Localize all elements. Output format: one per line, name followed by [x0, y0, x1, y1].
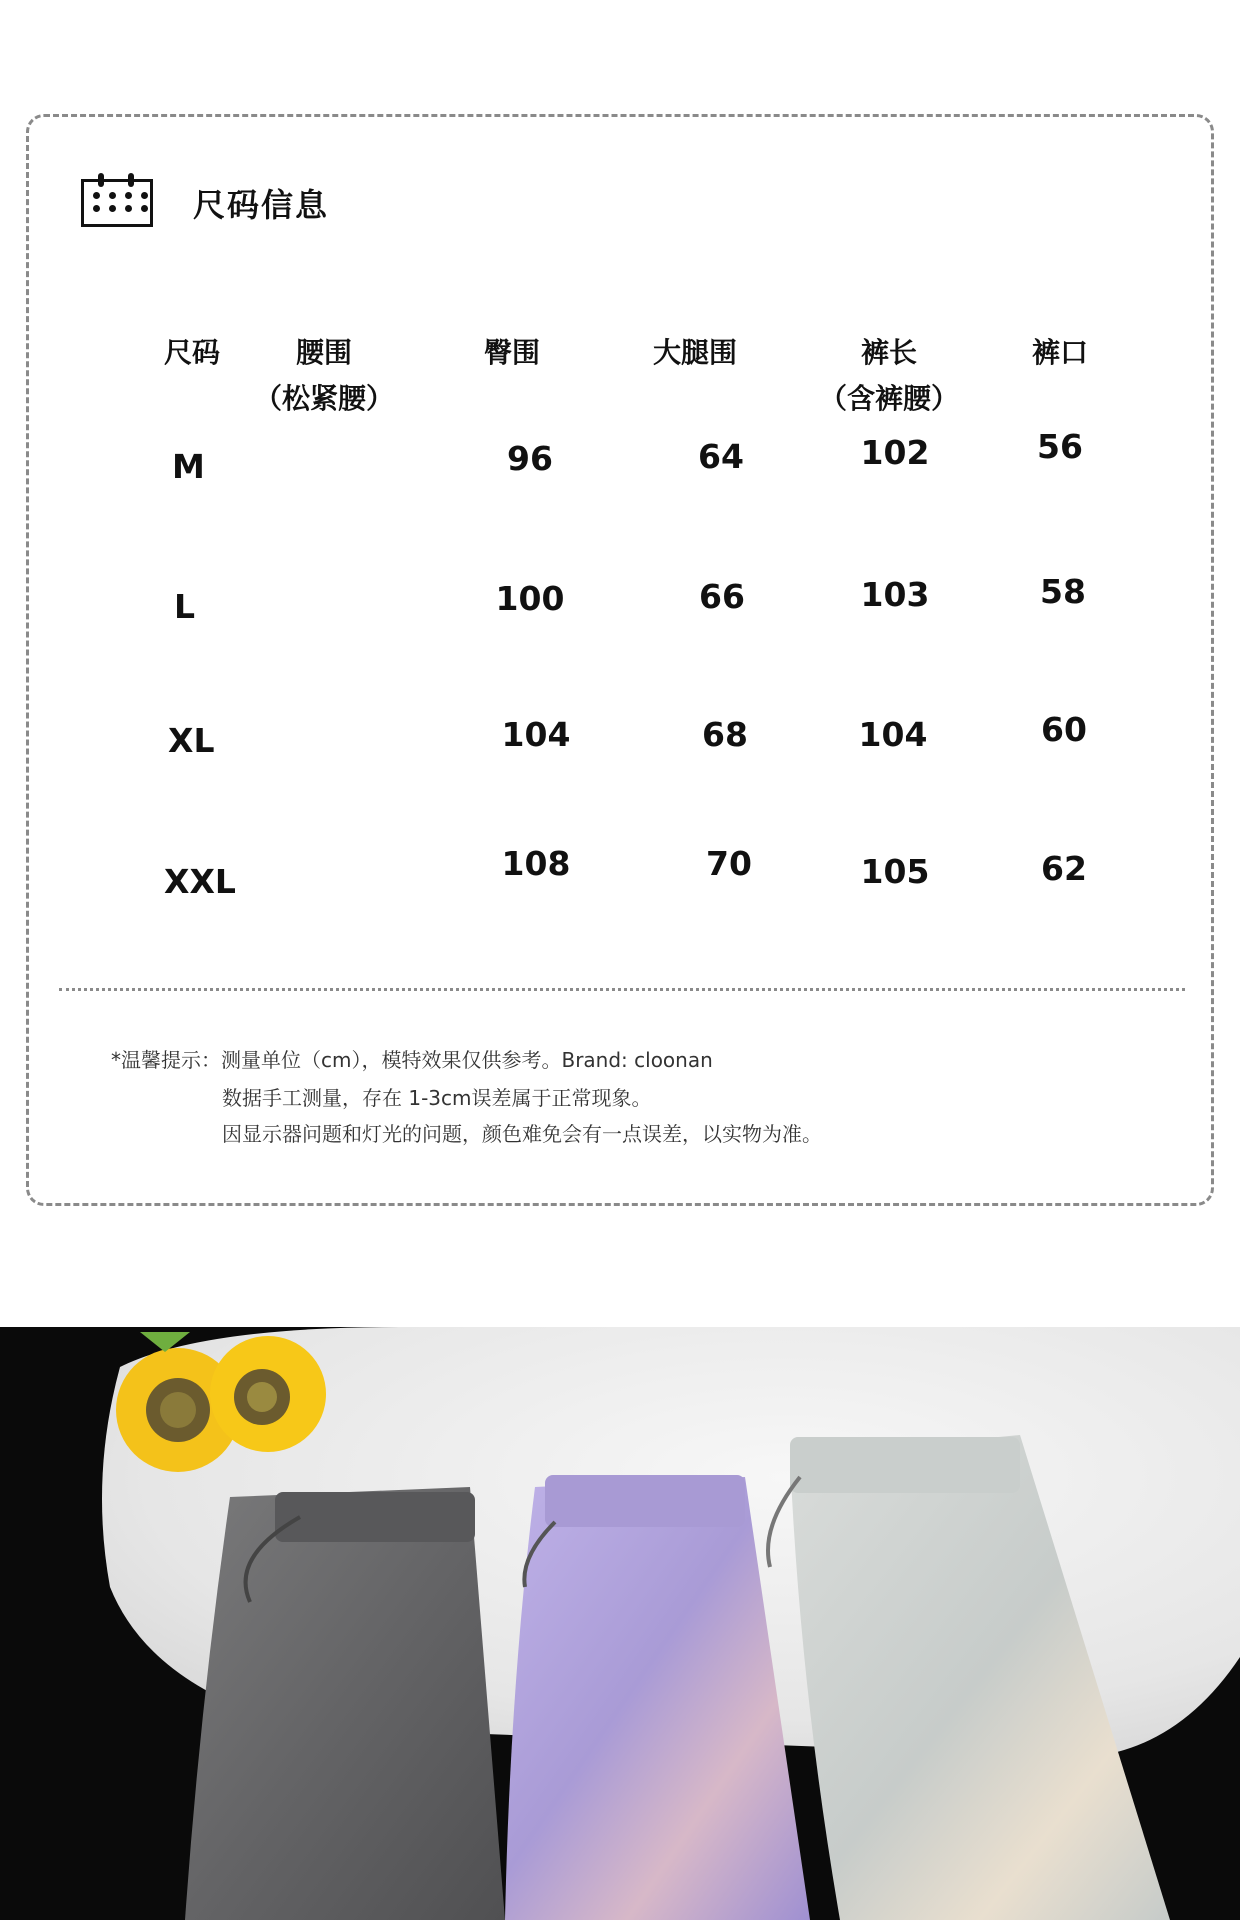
product-photo: [0, 1327, 1240, 1920]
col-header-size: 尺码: [163, 336, 221, 369]
thigh-cell: 68: [702, 715, 748, 754]
size-cell: XXL: [164, 862, 236, 901]
sunflower-right: [210, 1336, 326, 1452]
size-cell: M: [172, 447, 205, 486]
col-header-waist: 腰围 （松紧腰）: [253, 336, 395, 415]
hem-cell: 62: [1041, 849, 1087, 888]
length-cell: 102: [860, 433, 930, 472]
size-info-card: [26, 114, 1214, 1206]
hem-cell: 58: [1040, 572, 1086, 611]
section-header: [81, 179, 329, 227]
note-line: 数据手工测量，存在 1-3cm误差属于正常现象。: [222, 1086, 652, 1110]
hip-cell: 104: [501, 715, 571, 754]
length-cell: 103: [860, 575, 930, 614]
section-title: 尺码信息: [193, 186, 330, 224]
thigh-cell: 66: [699, 577, 745, 616]
col-header-thigh: 大腿围: [652, 336, 738, 369]
hem-cell: 60: [1041, 710, 1087, 749]
length-cell: 104: [858, 715, 928, 754]
note-line: *温馨提示：测量单位（cm），模特效果仅供参考。Brand: cloonan: [111, 1048, 713, 1072]
note-line: 因显示器问题和灯光的问题，颜色难免会有一点误差，以实物为准。: [222, 1122, 822, 1146]
thigh-cell: 70: [706, 844, 752, 883]
section-divider: [59, 988, 1185, 991]
size-cell: XL: [168, 721, 215, 760]
hem-cell: 56: [1037, 427, 1083, 466]
hip-cell: 100: [495, 579, 565, 618]
col-header-hem: 裤口: [1031, 336, 1089, 369]
length-cell: 105: [860, 852, 930, 891]
calendar-icon: [81, 179, 153, 227]
product-photo-illustration: [0, 1327, 1240, 1920]
size-cell: L: [174, 587, 196, 626]
col-header-length: 裤长 （含裤腰）: [818, 336, 960, 415]
thigh-cell: 64: [698, 437, 744, 476]
col-header-hip: 臀围: [483, 336, 541, 369]
hip-cell: 96: [507, 439, 553, 478]
hip-cell: 108: [501, 844, 571, 883]
